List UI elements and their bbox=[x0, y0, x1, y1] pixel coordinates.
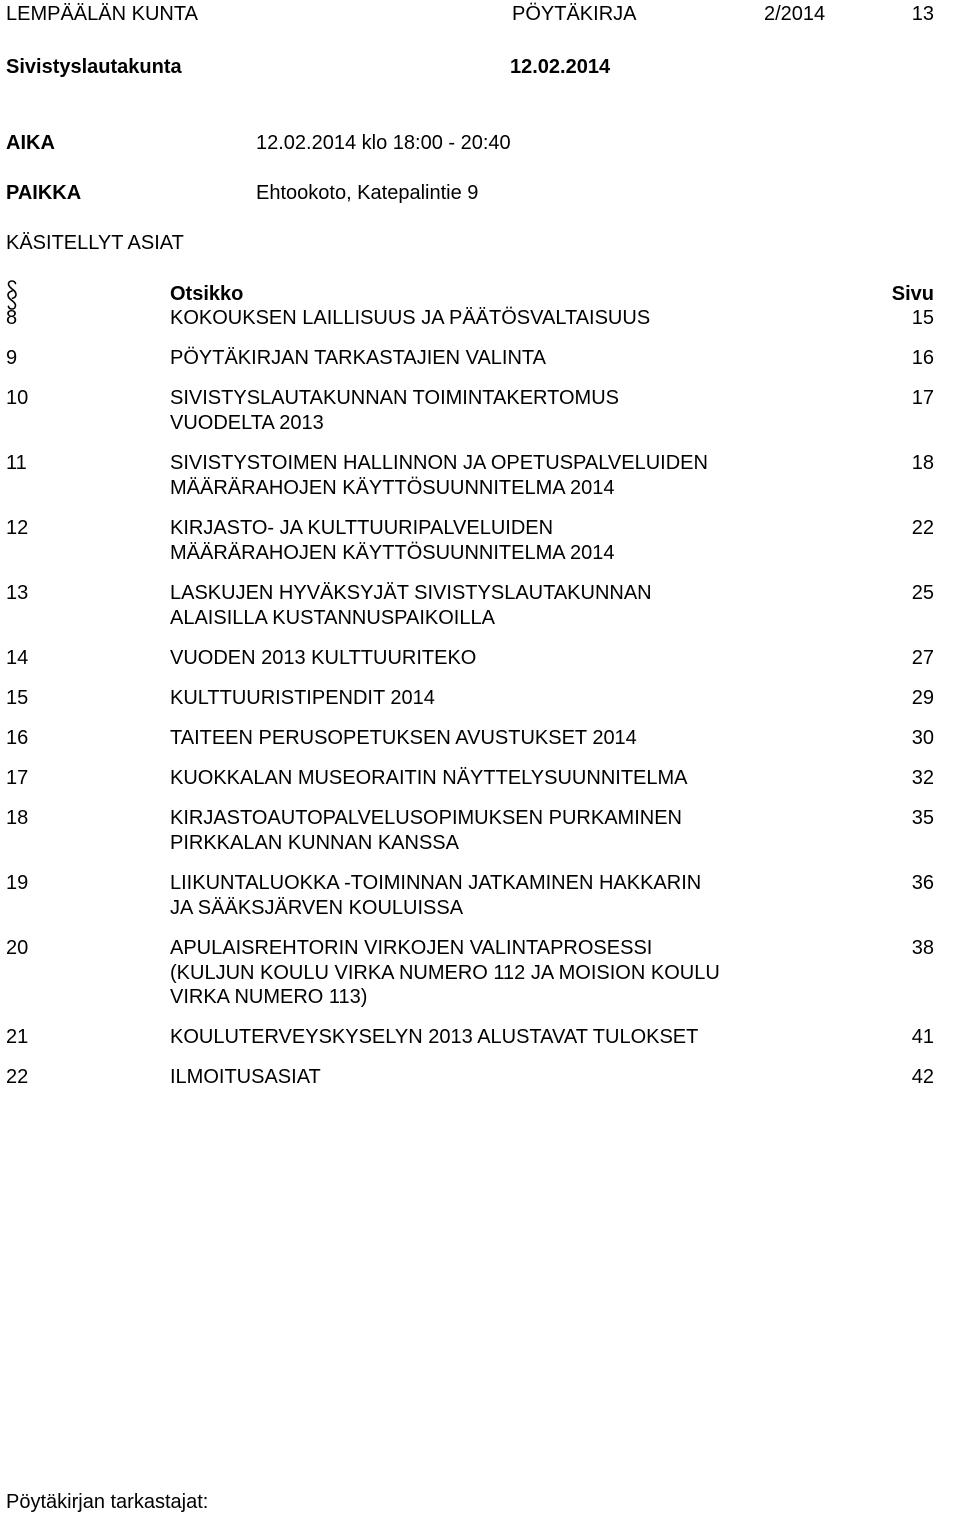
agenda-item-number: 18 bbox=[6, 807, 29, 829]
agenda-item-page: 35 bbox=[911, 807, 934, 829]
page-number: 13 bbox=[911, 3, 934, 25]
agenda-item-title: APULAISREHTORIN VIRKOJEN VALINTAPROSESSI (KULJUN KOULU VIRKA NUMERO 112 JA MOISION KOULU VIRKA NUMERO 113) bbox=[170, 937, 720, 1008]
agenda-item-number: 8 bbox=[6, 307, 18, 329]
reviewers-label: Pöytäkirjan tarkastajat: bbox=[6, 1491, 209, 1513]
agenda-item-title: TAITEEN PERUSOPETUKSEN AVUSTUKSET 2014 bbox=[170, 727, 637, 749]
agenda-item-number: 19 bbox=[6, 872, 29, 894]
agenda-item-title: KUOKKALAN MUSEORAITIN NÄYTTELYSUUNNITELMA bbox=[170, 767, 688, 789]
time-label: AIKA bbox=[6, 132, 55, 154]
agenda-item-page: 32 bbox=[911, 767, 934, 789]
agenda-item-number: 15 bbox=[6, 687, 29, 709]
agenda-item-number: 20 bbox=[6, 937, 29, 959]
agenda-heading: KÄSITELLYT ASIAT bbox=[6, 232, 184, 254]
agenda-item-page: 27 bbox=[911, 647, 934, 669]
place-label: PAIKKA bbox=[6, 182, 82, 204]
agenda-item-page: 18 bbox=[911, 452, 934, 474]
agenda-item-page: 36 bbox=[911, 872, 934, 894]
meeting-date: 12.02.2014 bbox=[510, 56, 611, 78]
agenda-item-title: KOULUTERVEYSKYSELYN 2013 ALUSTAVAT TULOKSET bbox=[170, 1026, 699, 1048]
agenda-item-page: 17 bbox=[911, 387, 934, 409]
agenda-item-page: 25 bbox=[911, 582, 934, 604]
agenda-item-number: 11 bbox=[6, 452, 27, 474]
agenda-item-title: LASKUJEN HYVÄKSYJÄT SIVISTYSLAUTAKUNNAN ALAISILLA KUSTANNUSPAIKOILLA bbox=[170, 582, 652, 629]
agenda-item-page: 30 bbox=[911, 727, 934, 749]
agenda-item-title: LIIKUNTALUOKKA -TOIMINNAN JATKAMINEN HAKKARIN JA SÄÄKSJÄRVEN KOULUISSA bbox=[170, 872, 702, 919]
agenda-item-number: 12 bbox=[6, 517, 29, 539]
document-type: PÖYTÄKIRJA bbox=[512, 3, 637, 25]
agenda-item-title: KIRJASTO- JA KULTTUURIPALVELUIDEN MÄÄRÄRAHOJEN KÄYTTÖSUUNNITELMA 2014 bbox=[170, 517, 615, 564]
agenda-item-number: 14 bbox=[6, 647, 29, 669]
column-page-header: Sivu bbox=[891, 283, 934, 305]
agenda-item-number: 22 bbox=[6, 1066, 29, 1088]
agenda-item-page: 38 bbox=[911, 937, 934, 959]
agenda-item-page: 29 bbox=[911, 687, 934, 709]
agenda-item-number: 21 bbox=[6, 1026, 29, 1048]
document-number: 2/2014 bbox=[764, 3, 826, 25]
agenda-item-title: KIRJASTOAUTOPALVELUSOPIMUKSEN PURKAMINEN PIRKKALAN KUNNAN KANSSA bbox=[170, 807, 682, 854]
agenda-item-title: SIVISTYSLAUTAKUNNAN TOIMINTAKERTOMUS VUODELTA 2013 bbox=[170, 387, 619, 434]
agenda-item-number: 16 bbox=[6, 727, 29, 749]
municipality-name: LEMPÄÄLÄN KUNTA bbox=[6, 3, 198, 25]
column-title-header: Otsikko bbox=[170, 283, 244, 305]
agenda-item-title: ILMOITUSASIAT bbox=[170, 1066, 321, 1088]
agenda-item-number: 17 bbox=[6, 767, 29, 789]
agenda-item-number: 10 bbox=[6, 387, 29, 409]
agenda-item-page: 16 bbox=[911, 347, 934, 369]
agenda-item-number: 13 bbox=[6, 582, 29, 604]
place-value: Ehtookoto, Katepalintie 9 bbox=[256, 182, 479, 204]
agenda-item-number: 9 bbox=[6, 347, 18, 369]
agenda-item-title: KULTTUURISTIPENDIT 2014 bbox=[170, 687, 435, 709]
agenda-item-page: 15 bbox=[911, 307, 934, 329]
committee-name: Sivistyslautakunta bbox=[6, 56, 182, 78]
agenda-item-title: VUODEN 2013 KULTTUURITEKO bbox=[170, 647, 477, 669]
agenda-item-title: KOKOUKSEN LAILLISUUS JA PÄÄTÖSVALTAISUUS bbox=[170, 307, 651, 329]
time-value: 12.02.2014 klo 18:00 - 20:40 bbox=[256, 132, 511, 154]
agenda-item-page: 41 bbox=[911, 1026, 934, 1048]
agenda-item-page: 22 bbox=[911, 517, 934, 539]
agenda-item-title: SIVISTYSTOIMEN HALLINNON JA OPETUSPALVELUIDEN MÄÄRÄRAHOJEN KÄYTTÖSUUNNITELMA 2014 bbox=[170, 452, 708, 499]
agenda-item-page: 42 bbox=[911, 1066, 934, 1088]
agenda-item-title: PÖYTÄKIRJAN TARKASTAJIEN VALINTA bbox=[170, 347, 547, 369]
